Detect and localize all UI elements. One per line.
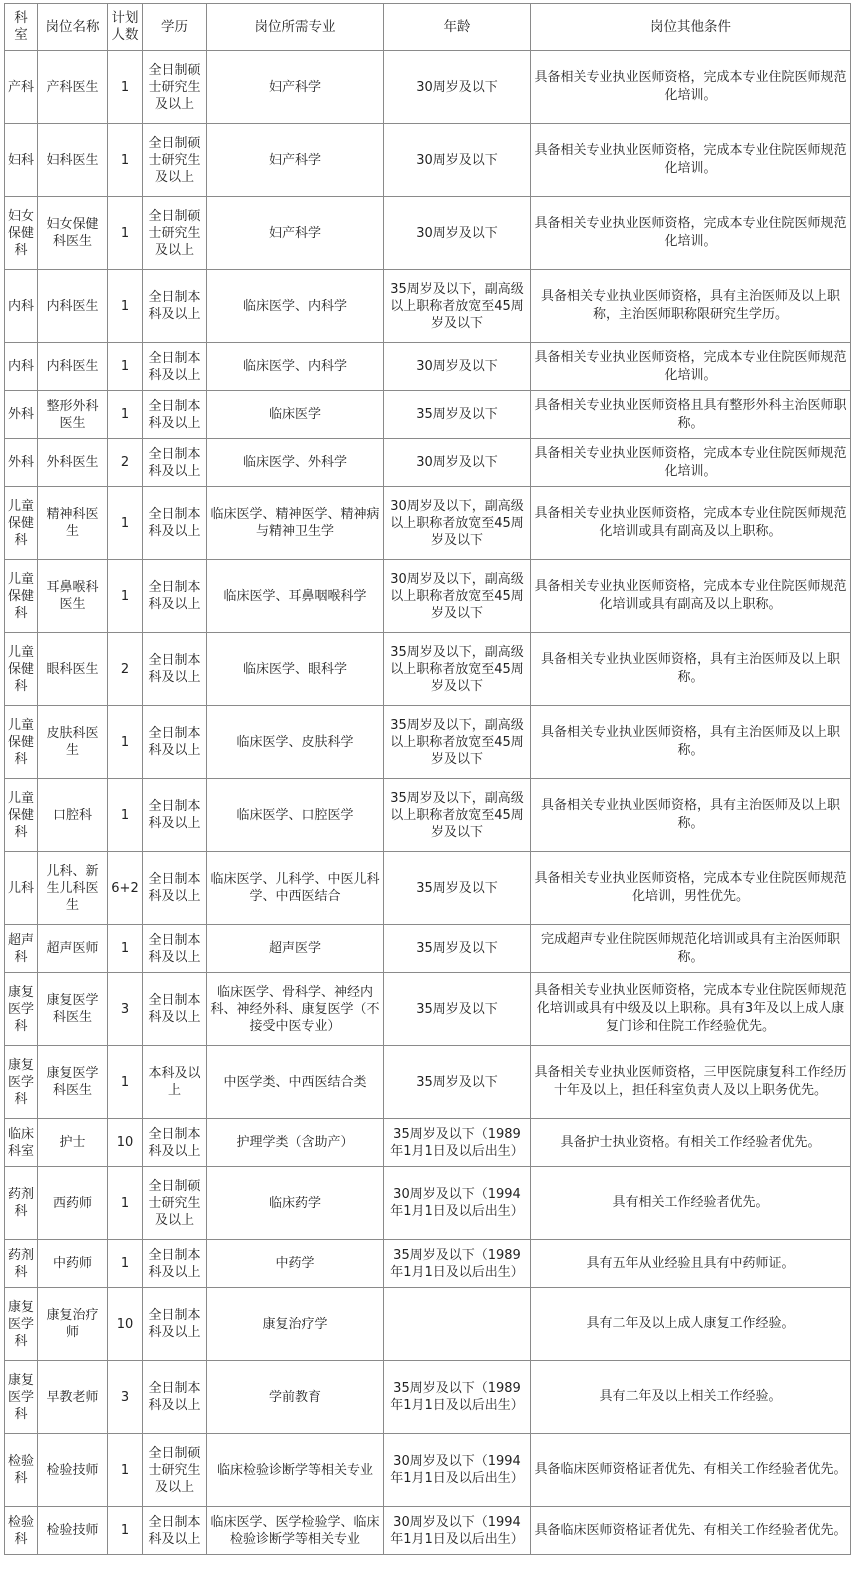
dept-cell: 超声科: [5, 925, 38, 973]
table-row: [5, 487, 851, 560]
count-cell: 3: [108, 1361, 143, 1434]
post-cell: 护士: [38, 1119, 108, 1167]
other-cell: 具备相关专业执业医师资格，完成本专业住院医师规范化培训。: [531, 51, 851, 124]
other-cell: 具备护士执业资格。有相关工作经验者优先。: [531, 1119, 851, 1167]
other-cell: 具有二年及以上成人康复工作经验。: [531, 1288, 851, 1361]
age-cell: 30周岁及以下，副高级以上职称者放宽至45周岁及以下: [384, 560, 531, 633]
education-cell: 全日制本科及以上: [143, 925, 207, 973]
major-cell: 临床医学、骨科学、神经内科、神经外科、康复医学（不接受中医专业）: [207, 973, 384, 1046]
post-cell: 儿科、新生儿科医生: [38, 852, 108, 925]
post-cell: 精神科医生: [38, 487, 108, 560]
count-cell: 1: [108, 343, 143, 391]
other-cell: 具备相关专业执业医师资格，完成本专业住院医师规范化培训。: [531, 197, 851, 270]
education-cell: 全日制硕士研究生及以上: [143, 124, 207, 197]
dept-cell: 外科: [5, 391, 38, 439]
age-cell: 30周岁及以下（1994年1月1日及以后出生）: [384, 1434, 531, 1507]
major-cell: 临床医学、精神医学、精神病与精神卫生学: [207, 487, 384, 560]
table-row: [5, 1240, 851, 1288]
dept-cell: 妇女保健科: [5, 197, 38, 270]
count-cell: 2: [108, 439, 143, 487]
age-cell: 35周岁及以下，副高级以上职称者放宽至45周岁及以下: [384, 633, 531, 706]
post-cell: 检验技师: [38, 1434, 108, 1507]
age-cell: 35周岁及以下: [384, 973, 531, 1046]
other-cell: 具备临床医师资格证者优先、有相关工作经验者优先。: [531, 1507, 851, 1555]
age-cell: 30周岁及以下: [384, 343, 531, 391]
major-cell: 护理学类（含助产）: [207, 1119, 384, 1167]
other-cell: 具备相关专业执业医师资格，完成本专业住院医师规范化培训。: [531, 124, 851, 197]
dept-cell: 康复医学科: [5, 1361, 38, 1434]
dept-cell: 检验科: [5, 1434, 38, 1507]
post-cell: 产科医生: [38, 51, 108, 124]
education-cell: 全日制本科及以上: [143, 1240, 207, 1288]
dept-cell: 检验科: [5, 1507, 38, 1555]
dept-cell: 儿童保健科: [5, 633, 38, 706]
table-row: [5, 391, 851, 439]
count-cell: 1: [108, 270, 143, 343]
post-cell: 口腔科: [38, 779, 108, 852]
count-cell: 1: [108, 925, 143, 973]
table-row: [5, 560, 851, 633]
dept-cell: 内科: [5, 343, 38, 391]
major-cell: 临床医学、内科学: [207, 343, 384, 391]
header-count: 计划人数: [108, 4, 143, 51]
education-cell: 全日制硕士研究生及以上: [143, 1434, 207, 1507]
dept-cell: 药剂科: [5, 1167, 38, 1240]
post-cell: 康复治疗师: [38, 1288, 108, 1361]
other-cell: 具备相关专业执业医师资格，完成本专业住院医师规范化培训，男性优先。: [531, 852, 851, 925]
table-row: [5, 343, 851, 391]
header-age: 年龄: [384, 4, 531, 51]
major-cell: 妇产科学: [207, 197, 384, 270]
major-cell: 临床医学、医学检验学、临床检验诊断学等相关专业: [207, 1507, 384, 1555]
age-cell: 35周岁及以下（1989年1月1日及以后出生）: [384, 1361, 531, 1434]
count-cell: 1: [108, 124, 143, 197]
dept-cell: 药剂科: [5, 1240, 38, 1288]
major-cell: 临床检验诊断学等相关专业: [207, 1434, 384, 1507]
age-cell: 35周岁及以下: [384, 391, 531, 439]
other-cell: 具备临床医师资格证者优先、有相关工作经验者优先。: [531, 1434, 851, 1507]
age-cell: 30周岁及以下（1994年1月1日及以后出生）: [384, 1507, 531, 1555]
other-cell: 具备相关专业执业医师资格，完成本专业住院医师规范化培训。: [531, 439, 851, 487]
education-cell: 全日制硕士研究生及以上: [143, 197, 207, 270]
other-cell: 具备相关专业执业医师资格，完成本专业住院医师规范化培训。: [531, 343, 851, 391]
count-cell: 6+2: [108, 852, 143, 925]
dept-cell: 产科: [5, 51, 38, 124]
post-cell: 康复医学科医生: [38, 973, 108, 1046]
post-cell: 眼科医生: [38, 633, 108, 706]
count-cell: 1: [108, 51, 143, 124]
table-row: [5, 1167, 851, 1240]
other-cell: 具有五年从业经验且具有中药师证。: [531, 1240, 851, 1288]
dept-cell: 儿童保健科: [5, 706, 38, 779]
major-cell: 中药学: [207, 1240, 384, 1288]
dept-cell: 儿童保健科: [5, 560, 38, 633]
other-cell: 具有二年及以上相关工作经验。: [531, 1361, 851, 1434]
education-cell: 全日制硕士研究生及以上: [143, 1167, 207, 1240]
post-cell: 妇女保健科医生: [38, 197, 108, 270]
count-cell: 1: [108, 1167, 143, 1240]
major-cell: 临床医学、眼科学: [207, 633, 384, 706]
education-cell: 全日制本科及以上: [143, 973, 207, 1046]
age-cell: 30周岁及以下，副高级以上职称者放宽至45周岁及以下: [384, 487, 531, 560]
header-dept: 科室: [5, 4, 38, 51]
count-cell: 10: [108, 1288, 143, 1361]
count-cell: 1: [108, 1507, 143, 1555]
post-cell: 西药师: [38, 1167, 108, 1240]
post-cell: 超声医师: [38, 925, 108, 973]
header-education: 学历: [143, 4, 207, 51]
other-cell: 具备相关专业执业医师资格，具有主治医师及以上职称。: [531, 633, 851, 706]
post-cell: 耳鼻喉科医生: [38, 560, 108, 633]
major-cell: 临床医学: [207, 391, 384, 439]
major-cell: 临床医学、口腔医学: [207, 779, 384, 852]
count-cell: 10: [108, 1119, 143, 1167]
recruitment-table: [4, 3, 851, 1555]
major-cell: 康复治疗学: [207, 1288, 384, 1361]
table-row: [5, 439, 851, 487]
table-row: [5, 1434, 851, 1507]
dept-cell: 康复医学科: [5, 973, 38, 1046]
major-cell: 临床医学、外科学: [207, 439, 384, 487]
education-cell: 全日制本科及以上: [143, 1119, 207, 1167]
header-row: [5, 4, 851, 51]
count-cell: 1: [108, 487, 143, 560]
post-cell: 康复医学科医生: [38, 1046, 108, 1119]
age-cell: 35周岁及以下: [384, 925, 531, 973]
count-cell: 1: [108, 197, 143, 270]
count-cell: 2: [108, 633, 143, 706]
table-row: [5, 197, 851, 270]
post-cell: 中药师: [38, 1240, 108, 1288]
dept-cell: 妇科: [5, 124, 38, 197]
other-cell: 具备相关专业执业医师资格，具有主治医师及以上职称。: [531, 779, 851, 852]
other-cell: 具备相关专业执业医师资格，完成本专业住院医师规范化培训或具有中级及以上职称。具有3年及以上成人康复门诊和住院工作经验优先。: [531, 973, 851, 1046]
education-cell: 全日制本科及以上: [143, 1361, 207, 1434]
table-row: [5, 1119, 851, 1167]
age-cell: 35周岁及以下，副高级以上职称者放宽至45周岁及以下: [384, 779, 531, 852]
post-cell: 检验技师: [38, 1507, 108, 1555]
count-cell: 1: [108, 560, 143, 633]
other-cell: 具备相关专业执业医师资格，完成本专业住院医师规范化培训或具有副高及以上职称。: [531, 560, 851, 633]
age-cell: 35周岁及以下: [384, 1046, 531, 1119]
post-cell: 皮肤科医生: [38, 706, 108, 779]
count-cell: 1: [108, 391, 143, 439]
age-cell: 35周岁及以下（1989年1月1日及以后出生）: [384, 1240, 531, 1288]
education-cell: 全日制本科及以上: [143, 633, 207, 706]
table-row: [5, 973, 851, 1046]
post-cell: 外科医生: [38, 439, 108, 487]
dept-cell: 内科: [5, 270, 38, 343]
education-cell: 本科及以上: [143, 1046, 207, 1119]
table-row: [5, 633, 851, 706]
count-cell: 1: [108, 1240, 143, 1288]
table-row: [5, 1361, 851, 1434]
major-cell: 临床医学、皮肤科学: [207, 706, 384, 779]
education-cell: 全日制本科及以上: [143, 560, 207, 633]
table-row: [5, 779, 851, 852]
major-cell: 临床医学、内科学: [207, 270, 384, 343]
dept-cell: 康复医学科: [5, 1288, 38, 1361]
major-cell: 妇产科学: [207, 51, 384, 124]
dept-cell: 康复医学科: [5, 1046, 38, 1119]
major-cell: 中医学类、中西医结合类: [207, 1046, 384, 1119]
count-cell: 1: [108, 1434, 143, 1507]
major-cell: 临床医学、儿科学、中医儿科学、中西医结合: [207, 852, 384, 925]
other-cell: 具有相关工作经验者优先。: [531, 1167, 851, 1240]
dept-cell: 外科: [5, 439, 38, 487]
education-cell: 全日制本科及以上: [143, 779, 207, 852]
education-cell: 全日制本科及以上: [143, 1507, 207, 1555]
age-cell: 35周岁及以下（1989年1月1日及以后出生）: [384, 1119, 531, 1167]
age-cell: 30周岁及以下: [384, 439, 531, 487]
education-cell: 全日制本科及以上: [143, 439, 207, 487]
table-row: [5, 270, 851, 343]
table-body: [5, 51, 851, 1555]
post-cell: 内科医生: [38, 343, 108, 391]
table-row: [5, 852, 851, 925]
dept-cell: 儿科: [5, 852, 38, 925]
dept-cell: 儿童保健科: [5, 779, 38, 852]
age-cell: 35周岁及以下: [384, 852, 531, 925]
education-cell: 全日制本科及以上: [143, 706, 207, 779]
dept-cell: 儿童保健科: [5, 487, 38, 560]
other-cell: 具备相关专业执业医师资格，具有主治医师及以上职称。: [531, 706, 851, 779]
age-cell: 30周岁及以下: [384, 51, 531, 124]
other-cell: 具备相关专业执业医师资格且具有整形外科主治医师职称。: [531, 391, 851, 439]
post-cell: 早教老师: [38, 1361, 108, 1434]
table-row: [5, 925, 851, 973]
age-cell: [384, 1288, 531, 1361]
age-cell: 30周岁及以下: [384, 197, 531, 270]
education-cell: 全日制本科及以上: [143, 1288, 207, 1361]
count-cell: 1: [108, 779, 143, 852]
education-cell: 全日制硕士研究生及以上: [143, 51, 207, 124]
major-cell: 临床医学、耳鼻咽喉科学: [207, 560, 384, 633]
table-row: [5, 706, 851, 779]
major-cell: 超声医学: [207, 925, 384, 973]
major-cell: 学前教育: [207, 1361, 384, 1434]
education-cell: 全日制本科及以上: [143, 852, 207, 925]
other-cell: 完成超声专业住院医师规范化培训或具有主治医师职称。: [531, 925, 851, 973]
table-row: [5, 124, 851, 197]
header-other: 岗位其他条件: [531, 4, 851, 51]
major-cell: 临床药学: [207, 1167, 384, 1240]
header-major: 岗位所需专业: [207, 4, 384, 51]
other-cell: 具备相关专业执业医师资格，具有主治医师及以上职称，主治医师职称限研究生学历。: [531, 270, 851, 343]
other-cell: 具备相关专业执业医师资格，三甲医院康复科工作经历十年及以上，担任科室负责人及以上职务优先。: [531, 1046, 851, 1119]
dept-cell: 临床科室: [5, 1119, 38, 1167]
education-cell: 全日制本科及以上: [143, 391, 207, 439]
age-cell: 35周岁及以下，副高级以上职称者放宽至45周岁及以下: [384, 270, 531, 343]
table-row: [5, 51, 851, 124]
major-cell: 妇产科学: [207, 124, 384, 197]
header-post: 岗位名称: [38, 4, 108, 51]
other-cell: 具备相关专业执业医师资格，完成本专业住院医师规范化培训或具有副高及以上职称。: [531, 487, 851, 560]
table-row: [5, 1046, 851, 1119]
post-cell: 整形外科医生: [38, 391, 108, 439]
table-row: [5, 1507, 851, 1555]
education-cell: 全日制本科及以上: [143, 487, 207, 560]
post-cell: 妇科医生: [38, 124, 108, 197]
post-cell: 内科医生: [38, 270, 108, 343]
count-cell: 1: [108, 1046, 143, 1119]
table-row: [5, 1288, 851, 1361]
age-cell: 30周岁及以下（1994年1月1日及以后出生）: [384, 1167, 531, 1240]
age-cell: 30周岁及以下: [384, 124, 531, 197]
education-cell: 全日制本科及以上: [143, 270, 207, 343]
education-cell: 全日制本科及以上: [143, 343, 207, 391]
count-cell: 1: [108, 706, 143, 779]
count-cell: 3: [108, 973, 143, 1046]
age-cell: 35周岁及以下，副高级以上职称者放宽至45周岁及以下: [384, 706, 531, 779]
